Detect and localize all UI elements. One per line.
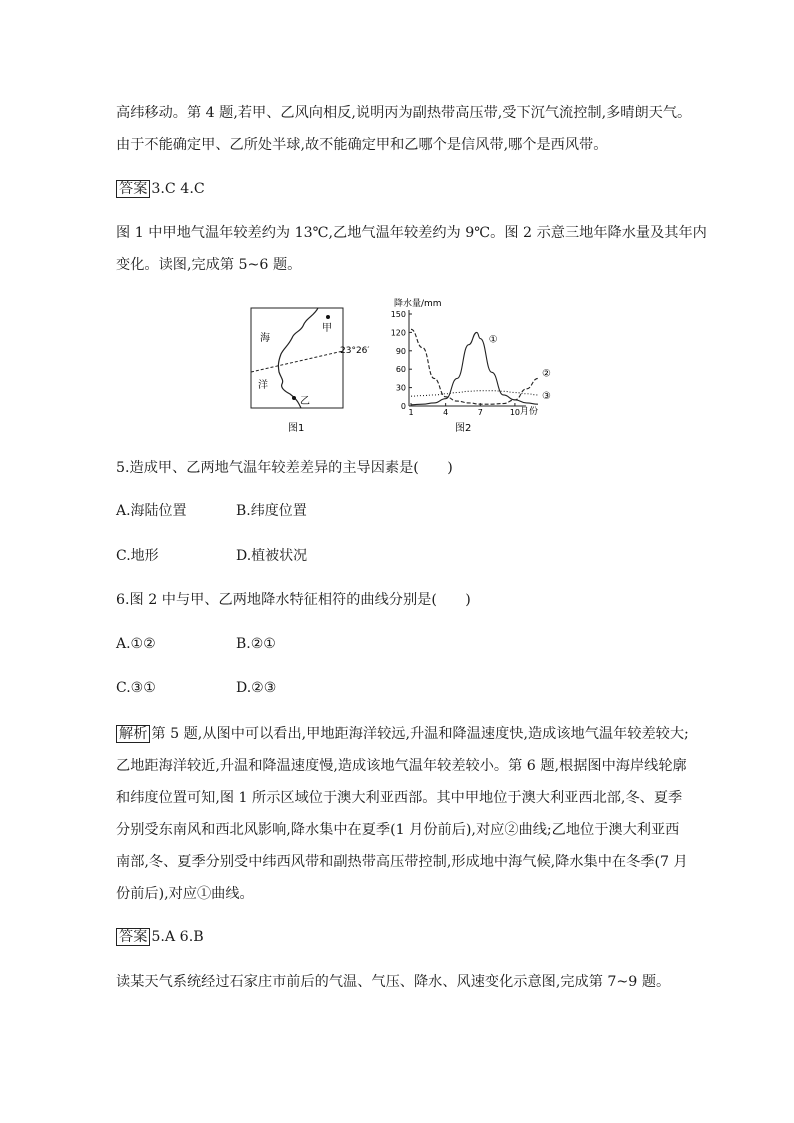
chart-ylabel: 降水量/mm bbox=[394, 299, 442, 309]
series-label-2: ② bbox=[542, 368, 551, 380]
analysis-line: 和纬度位置可知,图 1 所示区域位于澳大利亚西部。其中甲地位于澳大利亚西北部,冬、夏季 bbox=[116, 790, 683, 806]
answer-row bbox=[116, 927, 204, 947]
analysis-line: 份前后),对应①曲线。 bbox=[116, 886, 254, 902]
x-tick-label: 10 bbox=[509, 408, 521, 417]
series-label-3: ③ bbox=[542, 390, 551, 402]
point-yi-label: 乙 bbox=[300, 396, 310, 407]
x-tick-label: 4 bbox=[443, 408, 449, 417]
q5-option-b[interactable]: B.纬度位置 bbox=[236, 503, 307, 519]
q6-option-c[interactable]: C.③① bbox=[116, 680, 156, 696]
point-yi-marker bbox=[292, 396, 296, 400]
answer-tag: 答案 bbox=[116, 180, 150, 198]
analysis-row bbox=[116, 724, 689, 744]
question-6-stem: 6.图 2 中与甲、乙两地降水特征相符的曲线分别是( ) bbox=[116, 592, 471, 608]
map-figure bbox=[251, 308, 369, 434]
figure2-caption: 图2 bbox=[455, 423, 472, 434]
figure1-caption: 图1 bbox=[288, 423, 305, 434]
y-tick-label: 120 bbox=[390, 328, 406, 338]
answer-row bbox=[116, 179, 205, 199]
precipitation-chart bbox=[391, 297, 551, 434]
y-tick-label: 150 bbox=[390, 310, 406, 319]
figure-area bbox=[248, 296, 558, 438]
question-5-stem: 5.造成甲、乙两地气温年较差差异的主导因素是( ) bbox=[116, 460, 453, 476]
q6-option-d[interactable]: D.②③ bbox=[236, 680, 277, 696]
analysis-line: 乙地距海洋较近,升温和降温速度慢,造成该地气温年较差较小。第 6 题,根据图中海岸线轮廓 bbox=[116, 758, 687, 774]
sea-label: 海 bbox=[260, 333, 270, 344]
paragraph-line: 由于不能确定甲、乙所处半球,故不能确定甲和乙哪个是信风带,哪个是西风带。 bbox=[116, 137, 608, 153]
analysis-line: 第 5 题,从图中可以看出,甲地距海洋较远,升温和降温速度快,造成该地气温年较差较大; bbox=[151, 726, 689, 742]
q5-option-a[interactable]: A.海陆位置 bbox=[116, 503, 187, 519]
point-jia-marker bbox=[326, 315, 330, 319]
y-tick-label: 60 bbox=[395, 365, 406, 375]
intro-line: 读某天气系统经过石家庄市前后的气温、气压、降水、风速变化示意图,完成第 7~9 题。 bbox=[116, 974, 671, 990]
y-tick-label: 0 bbox=[400, 402, 406, 411]
tropic-line bbox=[251, 351, 343, 372]
q6-option-a[interactable]: A.①② bbox=[116, 636, 156, 652]
ocean-label: 洋 bbox=[258, 380, 268, 391]
y-tick-label: 30 bbox=[395, 383, 406, 393]
x-tick-label: 1 bbox=[408, 408, 414, 417]
y-tick-label: 90 bbox=[395, 346, 406, 356]
answer-text: 5.A 6.B bbox=[151, 929, 204, 945]
answer-tag: 答案 bbox=[116, 928, 150, 946]
intro-line: 变化。读图,完成第 5~6 题。 bbox=[116, 257, 302, 273]
intro-line: 图 1 中甲地气温年较差约为 13℃,乙地气温年较差约为 9℃。图 2 示意三地年降水量及其年内 bbox=[116, 225, 707, 241]
point-jia-label: 甲 bbox=[322, 323, 332, 334]
q5-option-d[interactable]: D.植被状况 bbox=[236, 548, 308, 564]
q6-option-b[interactable]: B.②① bbox=[236, 636, 276, 652]
latitude-label: 23°26′ bbox=[340, 346, 370, 356]
analysis-line: 南部,冬、夏季分别受中纬西风带和副热带高压带控制,形成地中海气候,降水集中在冬季(7 月 bbox=[116, 854, 688, 870]
series-line-1 bbox=[411, 332, 538, 404]
x-tick-label: 7 bbox=[477, 408, 483, 417]
answer-text: 3.C 4.C bbox=[151, 181, 205, 197]
paragraph-line: 高纬移动。第 4 题,若甲、乙风向相反,说明丙为副热带高压带,受下沉气流控制,多晴朗天气。 bbox=[116, 105, 692, 121]
chart-xlabel: 月份 bbox=[520, 407, 539, 417]
series-label-1: ① bbox=[488, 334, 498, 346]
series-line-3 bbox=[411, 391, 538, 397]
analysis-line: 分别受东南风和西北风影响,降水集中在夏季(1 月份前后),对应②曲线;乙地位于澳大利亚西 bbox=[116, 822, 680, 838]
q5-option-c[interactable]: C.地形 bbox=[116, 548, 159, 564]
analysis-tag: 解析 bbox=[116, 725, 150, 743]
